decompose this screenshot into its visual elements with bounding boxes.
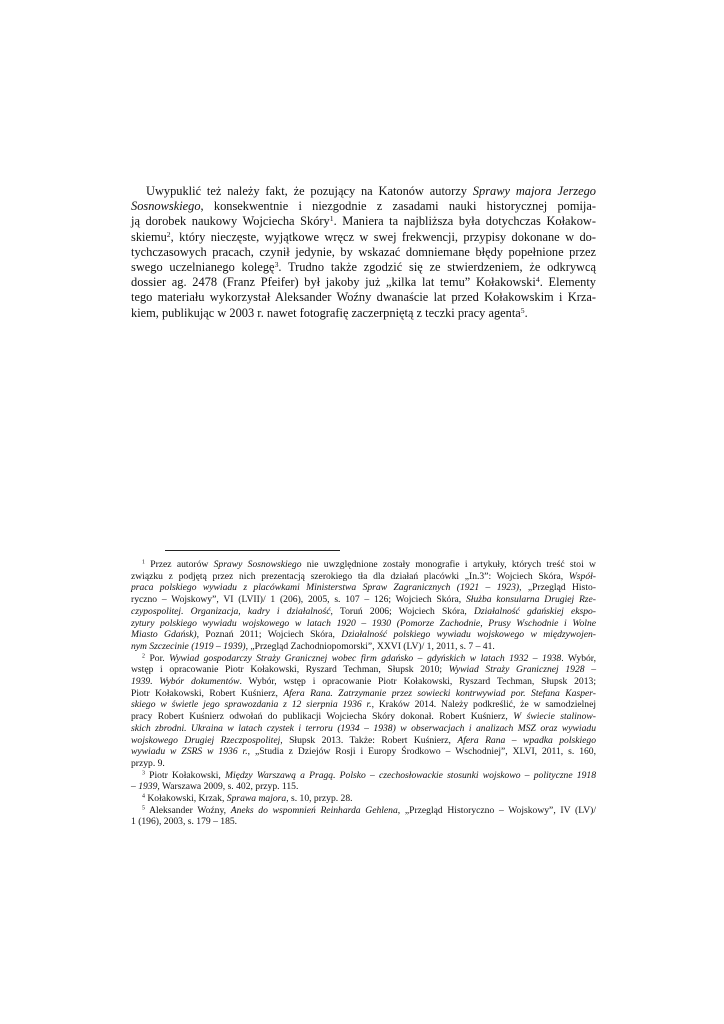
text-run: , Poznań 2011; Wojciech Skóra, (196, 629, 342, 641)
italic-run: W świecie stalinow- (513, 711, 596, 723)
paragraph-line (131, 306, 596, 321)
footnote-marker: 1 (142, 559, 145, 566)
italic-run: Wywiad Straży Granicznej 1928 – (448, 664, 596, 676)
text-run: . Trudno także zgodzić się ze stwierdzeniem, że odkrywcą (278, 260, 596, 275)
paragraph-line (131, 245, 596, 260)
footnote-line (131, 676, 596, 688)
italic-run: Afera Rana. Zatrzymanie przez sowiecki kontrwywiad por. Stefana Kasper- (283, 687, 596, 699)
text-run: pracy Robert Kuśnierz odwołań do publikacji Wojciecha Skóry dokonał. Robert Kuśnierz, (131, 711, 514, 723)
text-run: Uwypuklić też należy fakt, że pozujący na Katonów autorzy (146, 184, 473, 198)
italic-run: Sprawy Sosnowskiego (213, 559, 302, 570)
italic-run: Sosnowskiego (131, 199, 201, 214)
paragraph-line (131, 290, 596, 305)
text-run: ryczno – Wojskowy”, VI (LVII)/ 1 (206), 2005, s. 107 – 126; Wojciech Skóra, (131, 594, 466, 606)
text-run: , „Przegląd Historyczno – Wojskowy”, IV (LV)/ (397, 804, 596, 816)
text-run: . Elementy (539, 275, 596, 290)
footnotes (131, 559, 596, 828)
italic-run: Współ- (568, 570, 596, 582)
italic-run: zytury polskiego wywiadu wojskowego w latach 1920 – 1930 (Pomorze Zachodnie, Prusy Wschodnie i Wolne (131, 617, 596, 629)
footnote-line (131, 723, 596, 735)
footnote-marker: 3 (274, 259, 279, 269)
main-paragraph (131, 184, 596, 321)
footnote-line (131, 653, 596, 665)
text-run: przyp. 9. (131, 757, 165, 769)
footnote-marker: 1 (329, 214, 334, 224)
text-run: 1 (196), 2003, s. 179 – 185. (131, 816, 238, 828)
text-run: . Wybór, wstęp i opracowanie Piotr Kołakowski, Ryszard Techman, Słupsk 2013; (239, 676, 596, 688)
italic-run: Sprawa majora (226, 793, 287, 805)
footnote-line (131, 664, 596, 676)
italic-run: Służba konsularna Drugiej Rze- (465, 594, 596, 606)
italic-run: Sprawy majora Jerzego (472, 184, 596, 198)
footnote-marker: 3 (142, 770, 145, 777)
text-run: Przez autorów (144, 559, 214, 570)
italic-run: Między Warszawą a Pragą. Polsko – czechosłowackie stosunki wojskowo – polityczne 1918 (224, 769, 596, 781)
footnote-line (131, 606, 596, 618)
footnote-line (131, 758, 596, 770)
footnote-line (131, 688, 596, 700)
text-run: Kołakowski, Krzak, (144, 793, 227, 805)
text-run: , konsekwentnie i niezgodnie z zasadami nauki historycznej pomija- (200, 199, 596, 214)
text-run: , „Przegląd Zachodniopomorski”, XXVI (LV)/ 1, 2011, s. 7 – 41. (245, 640, 495, 652)
italic-run: – 1939 (131, 781, 158, 793)
text-run: , Toruń 2006; Wojciech Skóra, (330, 605, 474, 617)
italic-run: Działalność gdańskiej ekspo- (473, 605, 596, 617)
text-run: ją dorobek naukowy Wojciecha Skóry (131, 214, 330, 229)
footnote-separator (165, 550, 340, 551)
footnote-line (131, 746, 596, 758)
text-run: Piotr Kołakowski, (144, 769, 225, 781)
italic-run: Afera Rana – wpadka polskiego (457, 734, 596, 746)
text-run: . Wybór, (561, 652, 596, 664)
text-run: wstęp i opracowanie Piotr Kołakowski, Ryszard Techman, Słupsk 2010; (131, 664, 449, 676)
text-run: Piotr Kołakowski, Robert Kuśnierz, (131, 687, 284, 699)
footnote-line (131, 793, 596, 805)
text-run: . (524, 305, 528, 320)
italic-run: wojskowego Drugiej Rzeczpospolitej (131, 734, 281, 746)
footnote-line (131, 735, 596, 747)
footnote-line (131, 618, 596, 630)
paragraph-line (131, 230, 596, 245)
footnote-line (131, 582, 596, 594)
text-run: związku z podjętą przez nich prezentacją szerokiego tła dla działań placówki „In.3”: Wojciech Skóra, (131, 570, 569, 582)
text-run: , który nieczęste, wyjątkowe wręcz w swej frekwencji, przypisy dokonane w do- (170, 229, 596, 244)
paragraph-line (131, 214, 596, 229)
italic-run: nym Szczecinie (1919 – 1939) (131, 640, 246, 652)
text-run: , Kraków 2014. Należy podkreślić, że w samodzielnej (371, 699, 597, 711)
text-run: . Maniera ta najbliższa była dotychczas Kołakow- (333, 214, 597, 229)
footnote-marker: 4 (535, 275, 540, 284)
paragraph-line (131, 199, 596, 214)
footnote-line (131, 816, 596, 828)
footnote-line (131, 629, 596, 641)
text-run: , Słupsk 2013. Także: Robert Kuśnierz, (280, 734, 458, 746)
footnote-marker: 2 (166, 229, 171, 239)
text-run: skiemu (131, 229, 167, 244)
paragraph-line (131, 275, 596, 290)
italic-run: Miasto Gdańsk) (131, 629, 197, 641)
text-run: tychczasowych pracach, czynił jedynie, by wskazać domniemane błędy popełnione przez (131, 244, 596, 259)
paragraph-line (131, 260, 596, 275)
text-run: , Warszawa 2009, s. 402, przyp. 115. (157, 781, 299, 793)
footnote-marker: 5 (520, 305, 525, 315)
footnote-line (131, 805, 596, 817)
italic-run: skich zbrodni. Ukraina w latach czystek i terroru (1934 – 1938) w obserwacjach i analizach MSZ oraz wywiadu (131, 722, 596, 734)
footnote-line (131, 699, 596, 711)
footnote-line (131, 559, 596, 571)
italic-run: praca polskiego wywiadu z placówkami Ministerstwa Spraw Zagranicznych (1921 – 1923) (131, 582, 520, 594)
text-run: Aleksander Woźny, (144, 804, 231, 816)
footnote-line (131, 641, 596, 653)
text-run: , „Studia z Dziejów Rosji i Europy Środkowo – Wschodniej”, XLVI, 2011, s. 160, (247, 746, 596, 758)
italic-run: Działalność polskiego wywiadu wojskowego w międzywojen- (341, 629, 596, 641)
footnote-marker: 2 (142, 653, 145, 660)
italic-run: Aneks do wspomnień Reinharda Gehlena (230, 804, 398, 816)
text-run: tego materiału wykorzystał Aleksander Woźny dwanaście lat przed Kołakowskim i Krza- (131, 290, 596, 305)
text-run: dossier ag. 2478 (Franz Pfeifer) był jakoby już „kilka lat temu” Kołakowski (131, 275, 536, 290)
italic-run: skiego w świetle jego sprawozdania z 12 sierpnia 1936 r. (131, 699, 372, 711)
italic-run: 1939. Wybór dokumentów (131, 676, 240, 688)
text-run: nie uwzględnione zostały monografie i artykuły, których treść stoi w (301, 559, 596, 570)
text-run: , s. 10, przyp. 28. (286, 793, 353, 805)
text-run: , „Przegląd Histo- (519, 582, 596, 594)
text-run: kiem, publikując w 2003 r. nawet fotografię zaczerpniętą z teczki pracy agenta (131, 305, 521, 320)
italic-run: czypospolitej. Organizacja, kadry i działalność (131, 605, 331, 617)
footnote-line (131, 711, 596, 723)
footnote-marker: 5 (142, 805, 145, 812)
italic-run: wywiadu w ZSRS w 1936 r. (131, 746, 248, 758)
footnote-line (131, 770, 596, 782)
footnote-line (131, 781, 596, 793)
footnote-line (131, 571, 596, 583)
footnote-marker: 4 (142, 793, 145, 800)
paragraph-line (131, 184, 596, 199)
text-run: swego uczelnianego kolegę (131, 260, 275, 275)
italic-run: Wywiad gospodarczy Straży Granicznej wobec firm gdańsko – gdyńskich w latach 1932 – 1938 (169, 652, 562, 664)
text-run: Por. (144, 652, 170, 664)
footnote-line (131, 594, 596, 606)
